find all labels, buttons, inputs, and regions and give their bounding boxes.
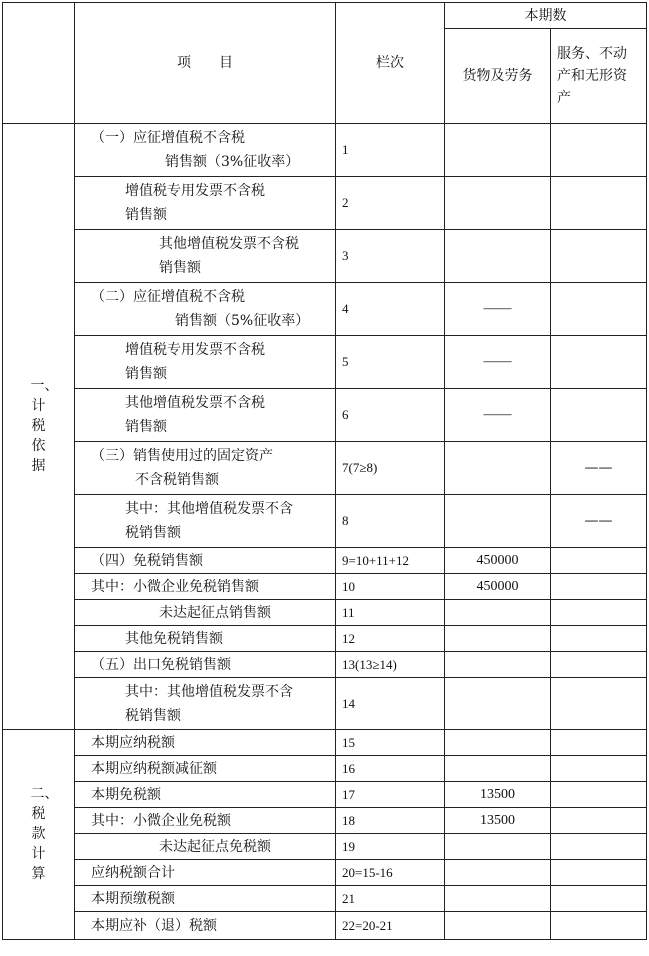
item-cell <box>75 886 336 912</box>
item-cell <box>75 756 336 782</box>
table-row <box>3 808 647 834</box>
header-services <box>551 29 647 124</box>
services-cell[interactable] <box>551 860 647 886</box>
services-cell[interactable] <box>551 177 647 230</box>
item-cell <box>75 230 336 283</box>
goods-labor-cell[interactable] <box>445 860 551 886</box>
services-cell[interactable] <box>551 808 647 834</box>
item-cell <box>75 495 336 548</box>
column-no-cell <box>336 860 445 886</box>
goods-labor-value: 13500 <box>480 786 515 802</box>
column-no: 9=10+11+12 <box>342 552 410 568</box>
item-line-1: 本期应纳税额 <box>91 734 175 751</box>
item-line-1: 本期应补（退）税额 <box>91 917 217 934</box>
item-cell <box>75 600 336 626</box>
services-cell[interactable] <box>551 230 647 283</box>
header-item <box>75 3 336 124</box>
goods-labor-cell[interactable] <box>445 548 551 574</box>
item-line-2: 销售额 <box>159 260 201 276</box>
header-item-label: 项 目 <box>177 55 233 71</box>
goods-labor-cell[interactable] <box>445 124 551 177</box>
item-line-1: 其中：其他增值税发票不含 <box>125 683 293 700</box>
column-no: 16 <box>342 760 355 776</box>
item-line-2: 销售额 <box>125 366 167 382</box>
table-row <box>3 678 647 730</box>
services-cell[interactable] <box>551 600 647 626</box>
column-no: 6 <box>342 407 349 422</box>
goods-labor-cell[interactable] <box>445 574 551 600</box>
table-row <box>3 912 647 940</box>
column-no-cell <box>336 442 445 495</box>
column-no: 14 <box>342 695 355 711</box>
item-cell <box>75 782 336 808</box>
column-no-cell <box>336 124 445 177</box>
header-column-no <box>336 3 445 124</box>
table-row <box>3 548 647 574</box>
table-row <box>3 756 647 782</box>
goods-labor-value: 450000 <box>476 578 519 594</box>
goods-labor-value: 450000 <box>476 552 519 568</box>
services-cell[interactable] <box>551 756 647 782</box>
services-cell[interactable] <box>551 626 647 652</box>
item-cell <box>75 626 336 652</box>
column-no: 5 <box>342 354 349 369</box>
services-value: —— <box>584 513 613 529</box>
item-line-1: （二）应征增值税不含税 <box>91 289 245 305</box>
header-column-no-label: 栏次 <box>376 55 404 71</box>
column-no-cell <box>336 808 445 834</box>
item-cell <box>75 574 336 600</box>
table-row <box>3 860 647 886</box>
item-cell <box>75 652 336 678</box>
item-line-1: 其中：其他增值税发票不含 <box>125 501 293 517</box>
item-cell <box>75 730 336 756</box>
column-no: 11 <box>342 604 355 620</box>
goods-labor-cell[interactable] <box>445 912 551 940</box>
services-cell[interactable] <box>551 912 647 940</box>
column-no: 21 <box>342 890 355 906</box>
goods-labor-cell[interactable] <box>445 389 551 442</box>
item-cell <box>75 834 336 860</box>
header-current-period <box>445 3 647 29</box>
table-row <box>3 177 647 230</box>
column-no-cell <box>336 834 445 860</box>
table-row <box>3 283 647 336</box>
services-cell[interactable] <box>551 548 647 574</box>
goods-labor-cell[interactable] <box>445 652 551 678</box>
section-calc <box>3 730 75 940</box>
item-line-1: 其他增值税发票不含税 <box>159 236 299 252</box>
item-line-1: （一）应征增值税不含税 <box>91 130 245 146</box>
item-line-1: 其他免税销售额 <box>125 630 223 647</box>
column-no-cell <box>336 626 445 652</box>
table-row <box>3 124 647 177</box>
column-no-cell <box>336 283 445 336</box>
item-line-1: 增值税专用发票不含税 <box>125 183 265 199</box>
item-cell <box>75 912 336 940</box>
column-no-cell <box>336 495 445 548</box>
goods-labor-cell[interactable] <box>445 600 551 626</box>
goods-labor-cell[interactable] <box>445 283 551 336</box>
services-cell[interactable] <box>551 782 647 808</box>
item-cell <box>75 678 336 730</box>
table-row <box>3 389 647 442</box>
item-cell <box>75 808 336 834</box>
column-no: 15 <box>342 734 355 750</box>
goods-labor-cell[interactable] <box>445 336 551 389</box>
column-no: 2 <box>342 195 349 210</box>
column-no-cell <box>336 548 445 574</box>
goods-labor-cell[interactable] <box>445 495 551 548</box>
header-services-label: 服务、不动产和无形资产 <box>557 46 627 107</box>
item-line-1: 未达起征点销售额 <box>159 604 271 621</box>
item-line-1: 应纳税额合计 <box>91 864 175 881</box>
column-no-cell <box>336 912 445 940</box>
column-no-cell <box>336 730 445 756</box>
goods-labor-cell[interactable] <box>445 834 551 860</box>
item-cell <box>75 860 336 886</box>
item-cell <box>75 283 336 336</box>
item-cell <box>75 548 336 574</box>
item-line-1: 本期应纳税额减征额 <box>91 760 217 777</box>
column-no: 19 <box>342 838 355 854</box>
goods-labor-cell[interactable] <box>445 626 551 652</box>
item-line-1: （三）销售使用过的固定资产 <box>91 448 273 464</box>
column-no: 4 <box>342 301 349 316</box>
services-cell[interactable] <box>551 652 647 678</box>
column-no-cell <box>336 389 445 442</box>
services-cell[interactable] <box>551 886 647 912</box>
table-row <box>3 600 647 626</box>
services-cell[interactable] <box>551 283 647 336</box>
table-row <box>3 730 647 756</box>
item-cell <box>75 124 336 177</box>
services-cell[interactable] <box>551 442 647 495</box>
services-cell[interactable] <box>551 389 647 442</box>
item-line-2: 税销售额 <box>125 525 181 541</box>
column-no: 8 <box>342 513 349 528</box>
services-cell[interactable] <box>551 834 647 860</box>
column-no-cell <box>336 652 445 678</box>
column-no-cell <box>336 678 445 730</box>
header-current-period-label: 本期数 <box>524 7 567 24</box>
column-no: 1 <box>342 142 349 157</box>
table-row <box>3 495 647 548</box>
services-cell[interactable] <box>551 678 647 730</box>
column-no-cell <box>336 230 445 283</box>
item-line-1: 增值税专用发票不含税 <box>125 342 265 358</box>
goods-labor-value: —— <box>483 354 512 369</box>
goods-labor-cell[interactable] <box>445 230 551 283</box>
column-no-cell <box>336 782 445 808</box>
item-line-1: 其中：小微企业免税销售额 <box>91 578 259 595</box>
goods-labor-value: —— <box>483 301 512 316</box>
goods-labor-cell[interactable] <box>445 177 551 230</box>
column-no-cell <box>336 756 445 782</box>
goods-labor-cell[interactable] <box>445 886 551 912</box>
item-cell <box>75 336 336 389</box>
section-basis-label: 一、计税依据 <box>30 377 59 474</box>
item-line-2: 销售额（5%征收率） <box>175 313 310 329</box>
services-cell[interactable] <box>551 730 647 756</box>
column-no: 13(13≥14) <box>342 656 397 672</box>
column-no: 17 <box>342 786 355 802</box>
services-cell[interactable] <box>551 495 647 548</box>
column-no: 3 <box>342 248 349 263</box>
item-line-2: 销售额 <box>125 419 167 435</box>
item-line-2: 销售额（3%征收率） <box>165 154 300 170</box>
table-row <box>3 886 647 912</box>
tax-declaration-table <box>2 2 647 940</box>
column-no-cell <box>336 600 445 626</box>
item-line-1: （四）免税销售额 <box>91 552 203 569</box>
column-no-cell <box>336 336 445 389</box>
services-cell[interactable] <box>551 124 647 177</box>
table-row <box>3 574 647 600</box>
goods-labor-cell[interactable] <box>445 730 551 756</box>
section-calc-label: 二、税款计算 <box>30 785 59 882</box>
header-corner <box>3 3 75 124</box>
item-cell <box>75 177 336 230</box>
item-line-1: 其他增值税发票不含税 <box>125 395 265 411</box>
item-line-1: 未达起征点免税额 <box>159 838 271 855</box>
section-basis <box>3 124 75 730</box>
goods-labor-cell[interactable] <box>445 678 551 730</box>
table-row <box>3 336 647 389</box>
header-goods-labor <box>445 29 551 124</box>
item-line-1: 本期免税额 <box>91 786 161 803</box>
services-value: —— <box>584 460 613 476</box>
goods-labor-cell[interactable] <box>445 442 551 495</box>
header-goods-labor-label: 货物及劳务 <box>462 68 533 85</box>
table-row <box>3 652 647 678</box>
item-line-1: （五）出口免税销售额 <box>91 656 231 673</box>
column-no: 12 <box>342 630 355 646</box>
column-no: 22=20-21 <box>342 917 393 933</box>
item-line-2: 税销售额 <box>125 707 181 724</box>
item-line-2: 不含税销售额 <box>135 472 219 488</box>
goods-labor-value: 13500 <box>480 812 515 828</box>
goods-labor-cell[interactable] <box>445 808 551 834</box>
goods-labor-cell[interactable] <box>445 756 551 782</box>
column-no-cell <box>336 177 445 230</box>
item-line-1: 本期预缴税额 <box>91 890 175 907</box>
table-row <box>3 782 647 808</box>
table-row <box>3 230 647 283</box>
goods-labor-cell[interactable] <box>445 782 551 808</box>
column-no-cell <box>336 886 445 912</box>
item-cell <box>75 389 336 442</box>
column-no: 20=15-16 <box>342 864 393 880</box>
table-row <box>3 442 647 495</box>
goods-labor-value: —— <box>483 407 512 422</box>
column-no: 18 <box>342 812 355 828</box>
table-row <box>3 834 647 860</box>
services-cell[interactable] <box>551 574 647 600</box>
item-line-2: 销售额 <box>125 207 167 223</box>
item-line-1: 其中：小微企业免税额 <box>91 812 231 829</box>
column-no-cell <box>336 574 445 600</box>
services-cell[interactable] <box>551 336 647 389</box>
item-cell <box>75 442 336 495</box>
column-no: 7(7≥8) <box>342 460 378 475</box>
column-no: 10 <box>342 578 355 594</box>
table-row <box>3 626 647 652</box>
